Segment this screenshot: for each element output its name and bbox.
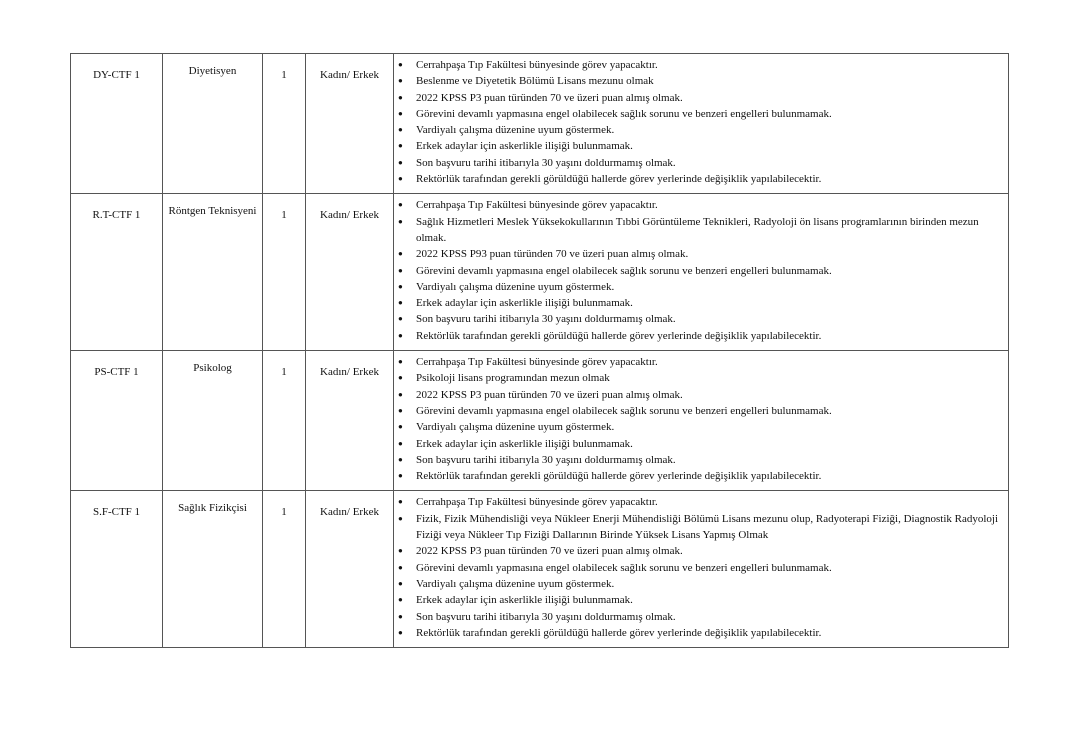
position-title-cell xyxy=(163,491,263,648)
position-title-cell xyxy=(163,54,263,194)
position-title-cell xyxy=(163,194,263,351)
requirement-item: ● Vardiyalı çalışma düzenine uyum göstermek. xyxy=(394,419,1002,435)
requirement-item: ● Erkek adaylar için askerlikle ilişiği bulunmamak. xyxy=(394,436,1002,452)
position-count: 1 xyxy=(281,69,287,81)
position-count-cell xyxy=(263,194,306,351)
position-count-cell xyxy=(263,54,306,194)
requirements-list xyxy=(394,54,1008,193)
position-count-cell xyxy=(263,351,306,491)
position-count: 1 xyxy=(281,209,287,222)
requirement-item: ● Fizik, Fizik Mühendisliği veya Nükleer Enerji Mühendisliği Bölümü Lisans mezunu olup, Radyoterapi Fiziği, Diagnostik Radyoloji Fiziği veya Nükleer Tıp Fiziği Dallarının Birinde Yüksek Lisans Yapmış Olmak xyxy=(394,511,1002,544)
position-gender: Kadın/ Erkek xyxy=(320,366,379,379)
requirement-item: ● Son başvuru tarihi itibarıyla 30 yaşını doldurmamış olmak. xyxy=(394,452,1002,468)
position-title: Diyetisyen xyxy=(188,65,237,77)
position-code: R.T-CTF 1 xyxy=(92,209,141,222)
requirement-item: ● 2022 KPSS P3 puan türünden 70 ve üzeri puan almış olmak. xyxy=(394,543,1002,559)
requirement-item: ● Rektörlük tarafından gerekli görüldüğü hallerde görev yerlerinde değişiklik yapılabilecektir. xyxy=(394,171,1002,187)
requirement-item: ● Görevini devamlı yapmasına engel olabilecek sağlık sorunu ve benzeri engelleri bulunmamak. xyxy=(394,263,1002,279)
requirements-list xyxy=(394,491,1008,647)
position-code-cell xyxy=(71,194,163,351)
position-title: Röntgen Teknisyeni xyxy=(168,205,257,218)
position-table xyxy=(70,53,1009,648)
requirement-item: ● 2022 KPSS P93 puan türünden 70 ve üzeri puan almış olmak. xyxy=(394,246,1002,262)
position-gender: Kadın/ Erkek xyxy=(320,506,379,519)
position-gender-cell xyxy=(306,491,394,648)
requirements-cell xyxy=(394,491,1009,648)
position-gender-cell xyxy=(306,54,394,194)
requirements-list xyxy=(394,194,1008,350)
position-gender-cell xyxy=(306,194,394,351)
position-count: 1 xyxy=(281,506,287,519)
requirement-item: ● Psikoloji lisans programından mezun olmak xyxy=(394,370,1002,386)
position-title-cell xyxy=(163,351,263,491)
requirement-item: ● 2022 KPSS P3 puan türünden 70 ve üzeri puan almış olmak. xyxy=(394,387,1002,403)
position-code: DY-CTF 1 xyxy=(93,69,140,81)
position-row xyxy=(71,351,1009,491)
requirements-cell xyxy=(394,194,1009,351)
position-code-cell xyxy=(71,54,163,194)
requirement-item: ● Görevini devamlı yapmasına engel olabilecek sağlık sorunu ve benzeri engelleri bulunmamak. xyxy=(394,403,1002,419)
position-count: 1 xyxy=(281,366,287,379)
requirement-item: ● Beslenme ve Diyetetik Bölümü Lisans mezunu olmak xyxy=(394,73,1002,89)
position-code-cell xyxy=(71,491,163,648)
position-table-body xyxy=(71,54,1009,648)
position-row xyxy=(71,491,1009,648)
requirement-item: ● Rektörlük tarafından gerekli görüldüğü hallerde görev yerlerinde değişiklik yapılabilecektir. xyxy=(394,328,1002,344)
requirement-item: ● Rektörlük tarafından gerekli görüldüğü hallerde görev yerlerinde değişiklik yapılabilecektir. xyxy=(394,468,1002,484)
requirement-item: ● Vardiyalı çalışma düzenine uyum göstermek. xyxy=(394,576,1002,592)
position-code: S.F-CTF 1 xyxy=(92,506,141,519)
requirement-item: ● Cerrahpaşa Tıp Fakültesi bünyesinde görev yapacaktır. xyxy=(394,197,1002,213)
position-code-cell xyxy=(71,351,163,491)
position-row xyxy=(71,54,1009,194)
requirement-item: ● Son başvuru tarihi itibarıyla 30 yaşını doldurmamış olmak. xyxy=(394,311,1002,327)
position-gender-cell xyxy=(306,351,394,491)
position-row xyxy=(71,194,1009,351)
requirement-item: ● Erkek adaylar için askerlikle ilişiği bulunmamak. xyxy=(394,592,1002,608)
requirements-cell xyxy=(394,54,1009,194)
requirement-item: ● Rektörlük tarafından gerekli görüldüğü hallerde görev yerlerinde değişiklik yapılabilecektir. xyxy=(394,625,1002,641)
position-gender: Kadın/ Erkek xyxy=(320,69,379,81)
position-code: PS-CTF 1 xyxy=(94,366,139,379)
requirement-item: ● Görevini devamlı yapmasına engel olabilecek sağlık sorunu ve benzeri engelleri bulunmamak. xyxy=(394,106,1002,122)
position-gender: Kadın/ Erkek xyxy=(320,209,379,222)
requirements-cell xyxy=(394,351,1009,491)
requirement-item: ● Vardiyalı çalışma düzenine uyum göstermek. xyxy=(394,279,1002,295)
requirement-item: ● Erkek adaylar için askerlikle ilişiği bulunmamak. xyxy=(394,295,1002,311)
requirement-item: ● Görevini devamlı yapmasına engel olabilecek sağlık sorunu ve benzeri engelleri bulunmamak. xyxy=(394,560,1002,576)
position-title: Sağlık Fizikçisi xyxy=(178,502,247,515)
requirement-item: ● Son başvuru tarihi itibarıyla 30 yaşını doldurmamış olmak. xyxy=(394,609,1002,625)
requirement-item: ● Cerrahpaşa Tıp Fakültesi bünyesinde görev yapacaktır. xyxy=(394,494,1002,510)
requirement-item: ● Son başvuru tarihi itibarıyla 30 yaşını doldurmamış olmak. xyxy=(394,155,1002,171)
requirement-item: ● Erkek adaylar için askerlikle ilişiği bulunmamak. xyxy=(394,138,1002,154)
position-count-cell xyxy=(263,491,306,648)
requirements-list xyxy=(394,351,1008,490)
requirement-item: ● 2022 KPSS P3 puan türünden 70 ve üzeri puan almış olmak. xyxy=(394,90,1002,106)
requirement-item: ● Cerrahpaşa Tıp Fakültesi bünyesinde görev yapacaktır. xyxy=(394,57,1002,73)
position-title: Psikolog xyxy=(193,362,232,375)
requirement-item: ● Sağlık Hizmetleri Meslek Yüksekokullarının Tıbbi Görüntüleme Teknikleri, Radyoloji ön lisans programlarının birinden mezun olmak. xyxy=(394,214,1002,247)
requirement-item: ● Cerrahpaşa Tıp Fakültesi bünyesinde görev yapacaktır. xyxy=(394,354,1002,370)
requirement-item: ● Vardiyalı çalışma düzenine uyum göstermek. xyxy=(394,122,1002,138)
